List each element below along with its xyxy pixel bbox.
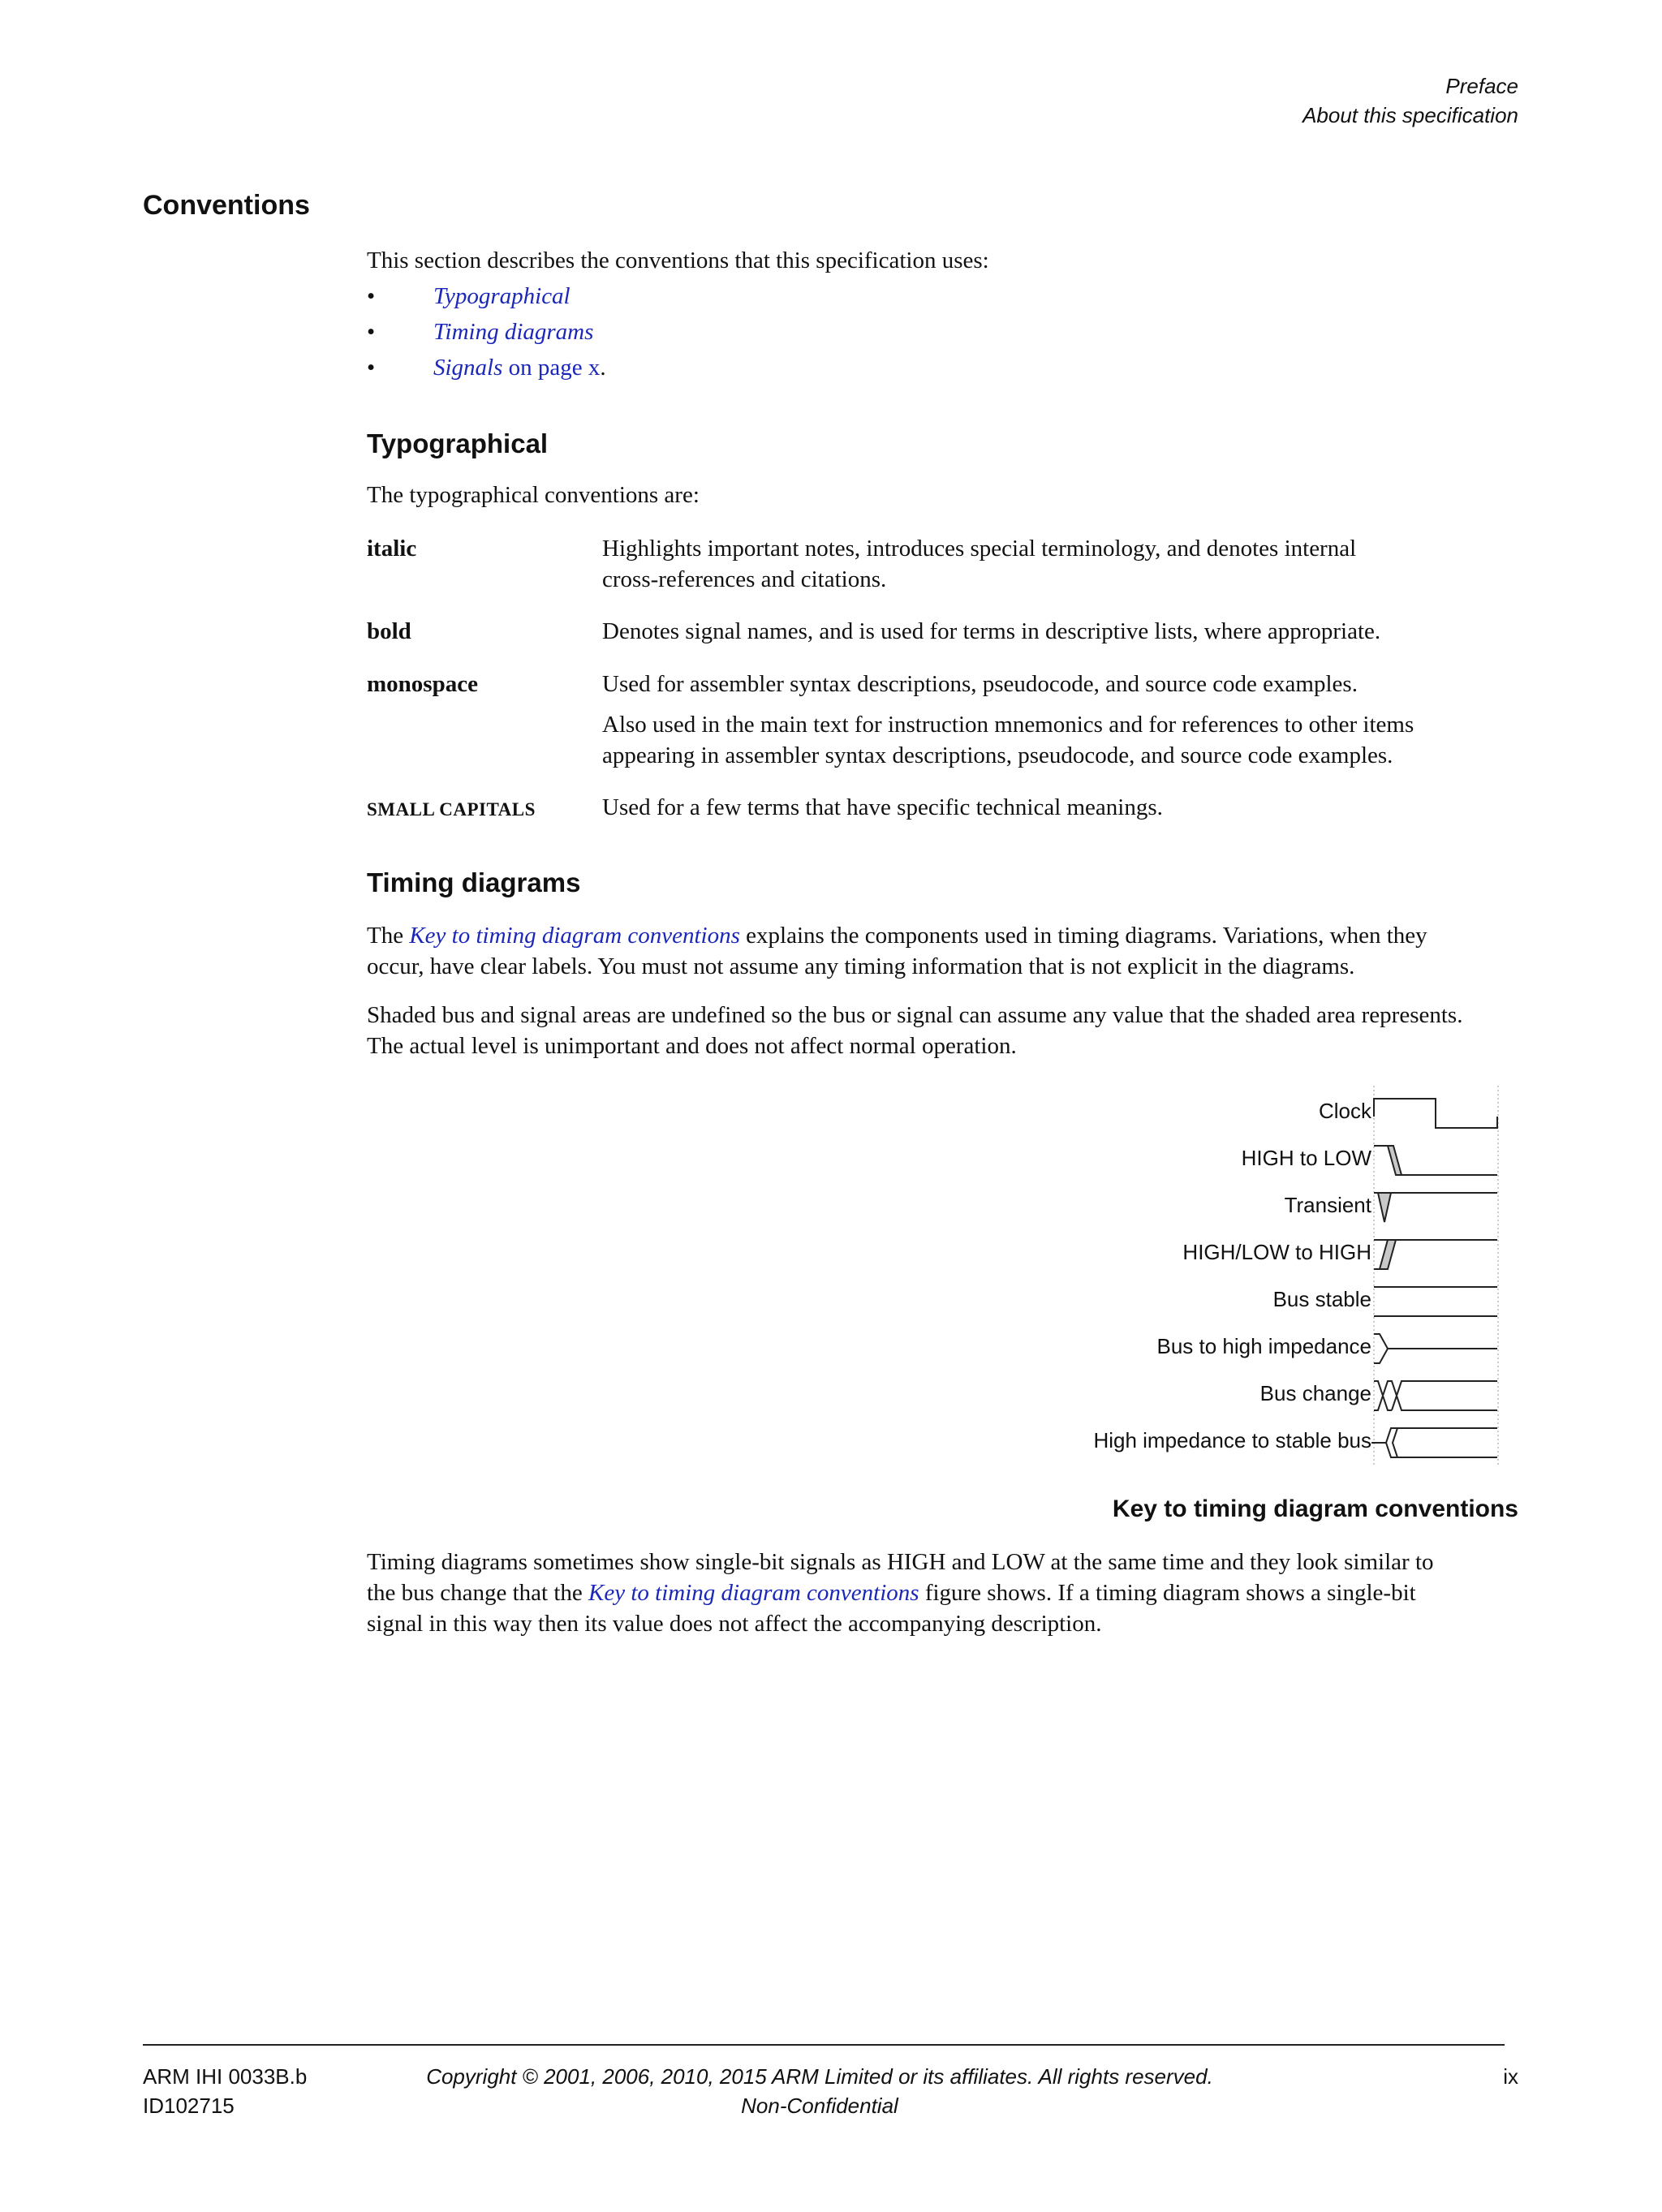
timing-waveforms [1371, 1086, 1509, 1475]
subsection-title-timing-diagrams: Timing diagrams [367, 867, 581, 897]
definition-monospace-extra: Also used in the main text for instruction mnemonics and for references to other items appearing in assembler syntax descriptions, pseudocode, and source code examples. [602, 712, 1414, 768]
diagram-label-high-low-to-high: HIGH/LOW to HIGH [1182, 1240, 1371, 1264]
bullet-dot: • [367, 283, 376, 309]
running-header [1302, 71, 1518, 130]
diagram-label-clock: Clock [1318, 1099, 1371, 1123]
bullet-dot: • [367, 319, 376, 345]
waveform-bus-to-high-impedance [1374, 1334, 1497, 1363]
diagram-label-high-to-low: HIGH to LOW [1241, 1146, 1371, 1170]
link-timing-diagrams[interactable]: Timing diagrams [433, 319, 594, 345]
link-key-to-timing[interactable]: Key to timing diagram conventions [409, 923, 740, 949]
term-small-capitals: SMALL CAPITALS [367, 799, 536, 820]
term-monospace: monospace [367, 671, 478, 697]
header-chapter: Preface [1445, 74, 1518, 98]
footer-doc-id: ARM IHI 0033B.b ID102715 [143, 2064, 308, 2118]
waveform-bus-change [1374, 1381, 1497, 1410]
diagram-label-transient: Transient [1284, 1193, 1371, 1217]
subsection-title-typographical: Typographical [367, 428, 549, 458]
section-title-conventions: Conventions [143, 190, 310, 221]
diagram-label-bus-to-high-impedance: Bus to high impedance [1156, 1334, 1371, 1358]
timing-paragraph-3: Timing diagrams sometimes show single-bit signals as HIGH and LOW at the same time and they look similar to the bus change that the Key to timing diagram conventions figure shows. If a timing diagram shows a single-bit signal in this way then its value does not affect the accompanying description. [367, 1549, 1434, 1637]
waveform-high-to-low [1388, 1146, 1402, 1175]
diagram-label-bus-change: Bus change [1259, 1381, 1371, 1405]
definition-small-capitals: Used for a few terms that have specific technical meanings. [602, 794, 1163, 820]
definition-bold: Denotes signal names, and is used for terms in descriptive lists, where appropriate. [602, 618, 1381, 644]
footer-copyright: Copyright © 2001, 2006, 2010, 2015 ARM Limited or its affiliates. All rights reserved. Non-Confidential [426, 2064, 1213, 2118]
timing-paragraph-1: The Key to timing diagram conventions explains the components used in timing diagrams. Variations, when they occur, have clear labels. You must not assume any timing information that is not explicit in the diagrams. [367, 923, 1427, 979]
waveform-clock [1374, 1099, 1497, 1128]
diagram-label-high-impedance-to-stable-bus: High impedance to stable bus [1093, 1428, 1371, 1452]
figure-caption: Key to timing diagram conventions [1112, 1495, 1518, 1522]
waveform-high-low-to-high [1380, 1240, 1396, 1269]
link-key-to-timing-2[interactable]: Key to timing diagram conventions [588, 1580, 919, 1606]
timing-paragraph-2: Shaded bus and signal areas are undefined so the bus or signal can assume any value that the shaded area represents. The actual level is unimportant and does not affect normal operation. [367, 1002, 1463, 1059]
link-signals[interactable]: Signals on page x [433, 355, 601, 381]
waveform-high-impedance-to-stable-bus [1371, 1428, 1497, 1457]
waveform-bus-stable [1374, 1287, 1497, 1316]
definition-monospace: Used for assembler syntax descriptions, pseudocode, and source code examples. [602, 671, 1358, 697]
term-bold: bold [367, 618, 411, 644]
header-section: About this specification [1302, 103, 1518, 127]
footer-page-number: ix [1503, 2064, 1518, 2089]
term-italic: italic [367, 536, 417, 562]
link-typographical[interactable]: Typographical [433, 283, 571, 309]
typographical-intro: The typographical conventions are: [367, 482, 700, 508]
waveform-transient [1378, 1193, 1391, 1222]
bullet-dot: • [367, 355, 376, 381]
footer-rule [143, 2044, 1505, 2046]
conventions-intro: This section describes the conventions that this specification uses: [367, 247, 989, 273]
definition-italic: Highlights important notes, introduces special terminology, and denotes internal cross-references and citations. [602, 536, 1357, 592]
diagram-label-bus-stable: Bus stable [1272, 1287, 1371, 1311]
timing-key-diagram [1055, 1086, 1509, 1475]
